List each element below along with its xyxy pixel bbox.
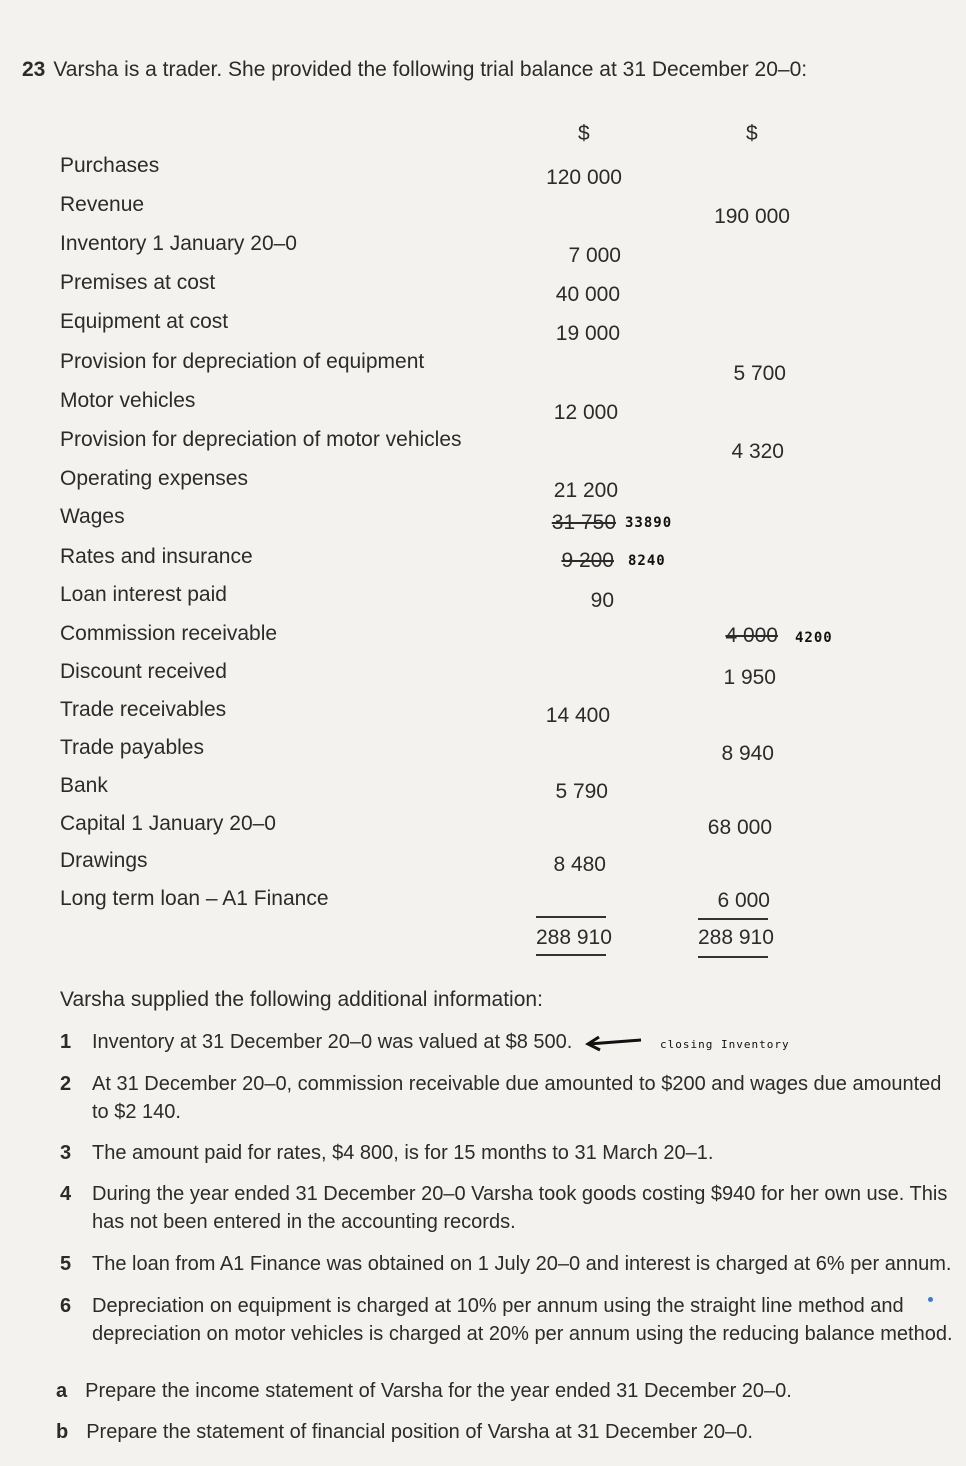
tb-row-drawings [0, 849, 966, 879]
tb-row-rates-insurance [0, 545, 966, 575]
question-text: Varsha is a trader. She provided the following trial balance at 31 December 20–0: [53, 58, 808, 81]
question-title [22, 58, 807, 82]
credit-total-rule-top [698, 918, 768, 920]
tb-label: Trade receivables [60, 698, 227, 721]
tb-debit: 90 [590, 589, 614, 612]
tb-credit: 190 000 [714, 205, 790, 228]
handwritten-correction: 33890 [625, 515, 673, 531]
tb-debit-struck: 31 750 [551, 511, 616, 534]
tb-credit: 6 000 [717, 889, 770, 912]
info-text: During the year ended 31 December 20–0 Varsha took goods costing $940 for her own use. This has not been entered in the accounting records. [92, 1183, 948, 1233]
tb-debit: 5 790 [555, 780, 608, 803]
tb-credit-struck: 4 000 [725, 624, 778, 647]
debit-column-header: $ [578, 122, 590, 145]
tb-row-discount-received [0, 660, 966, 690]
info-text: The amount paid for rates, $4 800, is for 15 months to 31 March 20–1. [92, 1142, 714, 1164]
tb-row-prov-dep-equipment [0, 350, 966, 385]
question-number: 23 [22, 58, 46, 81]
debit-total: 288 910 [536, 926, 612, 949]
tb-credit: 8 940 [721, 742, 774, 765]
credit-total: 288 910 [698, 926, 774, 949]
tb-debit: 120 000 [546, 166, 622, 189]
tb-row-commission-receivable [0, 622, 966, 652]
tb-row-operating-expenses [0, 467, 966, 502]
task-letter: b [56, 1421, 69, 1443]
tb-label: Trade payables [60, 736, 204, 759]
tb-row-bank [0, 774, 966, 804]
additional-info-heading: Varsha supplied the following additional information: [60, 988, 543, 1011]
credit-column-header: $ [746, 122, 758, 145]
tb-row-capital [0, 812, 966, 842]
tb-label: Motor vehicles [60, 389, 196, 412]
tb-label: Wages [60, 505, 125, 528]
tb-debit: 14 400 [545, 704, 610, 727]
tb-label: Commission receivable [60, 622, 278, 645]
tb-debit: 21 200 [553, 479, 618, 502]
tb-label: Capital 1 January 20–0 [60, 812, 276, 835]
tb-row-premises [0, 271, 966, 306]
tb-credit: 1 950 [723, 666, 776, 689]
info-text: Depreciation on equipment is charged at 10% per annum using the straight line method and depreciation on motor vehicles is charged at 20% per annum using the reducing balance method. [92, 1295, 953, 1345]
tb-row-equipment [0, 310, 966, 345]
tb-row-trade-payables [0, 736, 966, 766]
tb-label: Rates and insurance [60, 545, 253, 568]
tb-debit: 7 000 [568, 244, 621, 267]
tb-label: Provision for depreciation of motor vehicles [60, 428, 462, 451]
info-text: The loan from A1 Finance was obtained on 1 July 20–0 and interest is charged at 6% per annum. [92, 1253, 952, 1275]
handwritten-arrow-icon [585, 1033, 645, 1053]
debit-total-rule-top [536, 916, 606, 918]
info-number: 1 [60, 1031, 72, 1053]
handwritten-note: closing Inventory [660, 1038, 790, 1051]
tb-row-purchases [0, 154, 966, 189]
handwritten-correction: 4200 [795, 630, 833, 646]
tb-label: Drawings [60, 849, 148, 872]
task-letter: a [56, 1380, 68, 1402]
tb-debit: 19 000 [555, 322, 620, 345]
tb-label: Long term loan – A1 Finance [60, 887, 329, 910]
tb-row-loan-interest [0, 583, 966, 613]
tb-debit: 40 000 [555, 283, 620, 306]
tb-label: Loan interest paid [60, 583, 227, 606]
tb-row-long-term-loan [0, 887, 966, 917]
tb-label: Equipment at cost [60, 310, 229, 333]
tb-label: Purchases [60, 154, 160, 177]
tb-row-inventory [0, 232, 966, 267]
info-number: 3 [60, 1142, 72, 1164]
tb-debit-struck: 9 200 [561, 549, 614, 572]
tb-credit: 68 000 [707, 816, 772, 839]
task-b [56, 1421, 753, 1444]
blue-dot-mark [928, 1297, 933, 1302]
tb-credit: 5 700 [733, 362, 786, 385]
info-number: 6 [60, 1295, 72, 1317]
tb-row-motor-vehicles [0, 389, 966, 424]
tb-label: Premises at cost [60, 271, 216, 294]
handwritten-correction: 8240 [628, 553, 666, 569]
task-text: Prepare the income statement of Varsha for the year ended 31 December 20–0. [85, 1380, 792, 1402]
info-number: 2 [60, 1073, 72, 1095]
tb-label: Bank [60, 774, 108, 797]
tb-label: Inventory 1 January 20–0 [60, 232, 297, 255]
tb-debit: 8 480 [553, 853, 606, 876]
info-number: 5 [60, 1253, 72, 1275]
tb-row-revenue [0, 193, 966, 228]
info-number: 4 [60, 1183, 72, 1205]
tb-debit: 12 000 [553, 401, 618, 424]
tb-label: Revenue [60, 193, 145, 216]
info-text: Inventory at 31 December 20–0 was valued at $8 500. [92, 1031, 573, 1053]
tb-credit: 4 320 [731, 440, 784, 463]
credit-total-rule-bottom [698, 956, 768, 958]
debit-total-rule-bottom [536, 954, 606, 956]
info-text: At 31 December 20–0, commission receivable due amounted to $200 and wages due amounted to $2 140. [92, 1073, 942, 1123]
tb-label: Provision for depreciation of equipment [60, 350, 425, 373]
tb-row-trade-receivables [0, 698, 966, 728]
task-a [56, 1380, 792, 1403]
tb-row-wages [0, 505, 966, 535]
tb-label: Discount received [60, 660, 227, 683]
task-text: Prepare the statement of financial position of Varsha at 31 December 20–0. [86, 1421, 753, 1443]
tb-row-prov-dep-motor [0, 428, 966, 463]
tb-label: Operating expenses [60, 467, 248, 490]
